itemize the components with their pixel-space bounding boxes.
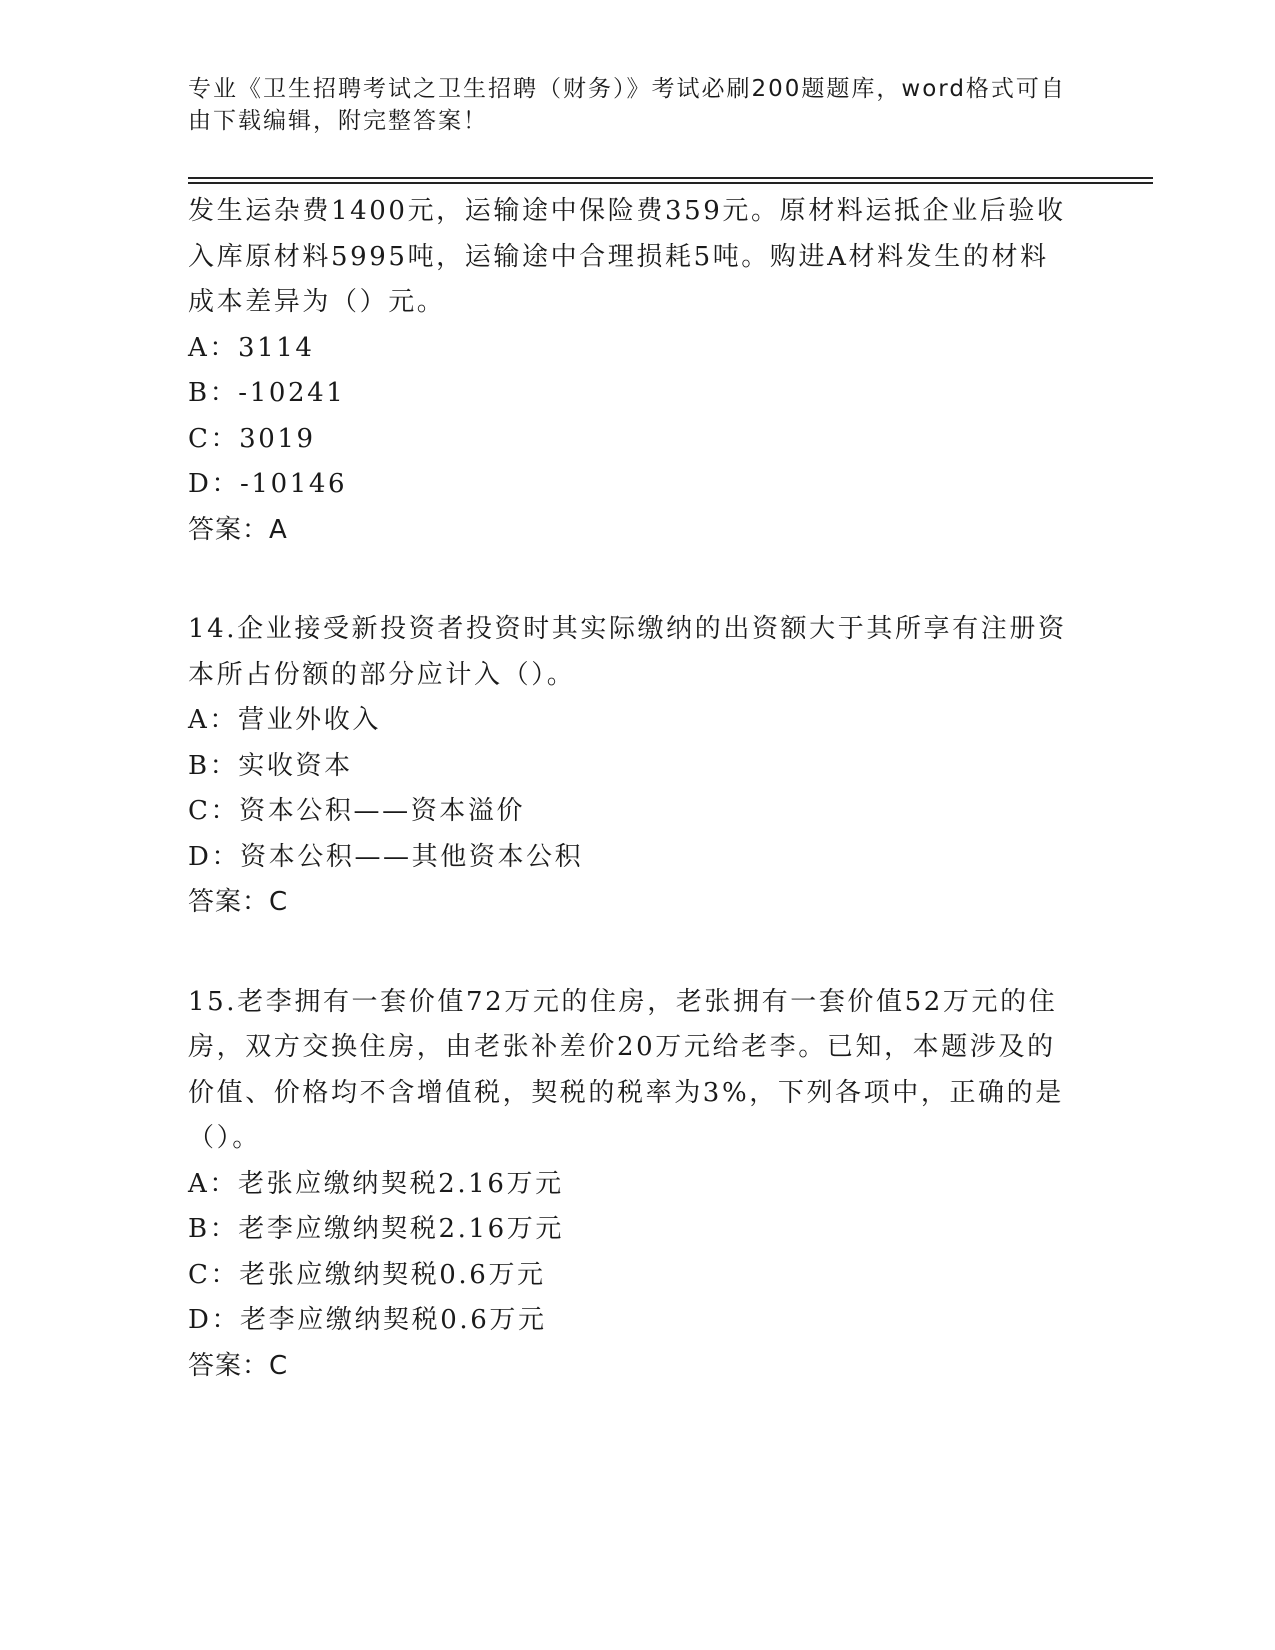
question-text-line: 本所占份额的部分应计入（）。 xyxy=(188,659,576,690)
question-spacer xyxy=(188,926,1088,980)
question-text-line: 15.老李拥有一套价值72万元的住房，老张拥有一套价值52万元的住 xyxy=(188,986,1058,1017)
question-text-line: 成本差异为（）元。 xyxy=(188,287,446,317)
option-d: D：-10146 xyxy=(188,469,348,499)
header-divider-bottom xyxy=(188,182,1153,184)
option-b: B：-10241 xyxy=(188,378,346,408)
question-15 xyxy=(188,980,1088,1390)
option-c: C：资本公积——资本溢价 xyxy=(188,796,526,826)
question-text-line: （）。 xyxy=(188,1123,261,1153)
option-c: C：3019 xyxy=(188,423,316,454)
header-divider-top xyxy=(188,177,1153,179)
option-a: A：3114 xyxy=(188,332,315,363)
document-header xyxy=(188,73,1088,137)
header-line-2: 由下载编辑，附完整答案！ xyxy=(188,108,488,134)
option-b: B：实收资本 xyxy=(188,750,353,781)
question-spacer xyxy=(188,553,1088,607)
question-text-line: 发生运杂费1400元，运输途中保险费359元。原材料运抵企业后验收 xyxy=(188,196,1066,226)
question-text-line: 价值、价格均不含增值税，契税的税率为3%，下列各项中，正确的是 xyxy=(188,1077,1064,1108)
answer-line: 答案：A xyxy=(188,514,288,545)
header-line-1: 专业《卫生招聘考试之卫生招聘（财务）》考试必刷200题题库，word格式可自 xyxy=(188,76,1066,102)
question-14 xyxy=(188,607,1088,926)
option-d: D：老李应缴纳契税0.6万元 xyxy=(188,1305,547,1335)
option-c: C：老张应缴纳契税0.6万元 xyxy=(188,1259,546,1290)
option-b: B：老李应缴纳契税2.16万元 xyxy=(188,1214,564,1244)
question-text-line: 入库原材料5995吨，运输途中合理损耗5吨。购进A材料发生的材料 xyxy=(188,241,1049,272)
document-body xyxy=(188,189,1088,1389)
question-text-line: 房，双方交换住房，由老张补差价20万元给老李。已知，本题涉及的 xyxy=(188,1032,1056,1062)
option-a: A：老张应缴纳契税2.16万元 xyxy=(188,1168,564,1199)
question-13 xyxy=(188,189,1088,553)
option-d: D：资本公积——其他资本公积 xyxy=(188,841,584,872)
question-text-line: 14.企业接受新投资者投资时其实际缴纳的出资额大于其所享有注册资 xyxy=(188,614,1067,644)
option-a: A：营业外收入 xyxy=(188,705,381,735)
answer-line: 答案：C xyxy=(188,1350,289,1381)
answer-line: 答案：C xyxy=(188,887,289,917)
